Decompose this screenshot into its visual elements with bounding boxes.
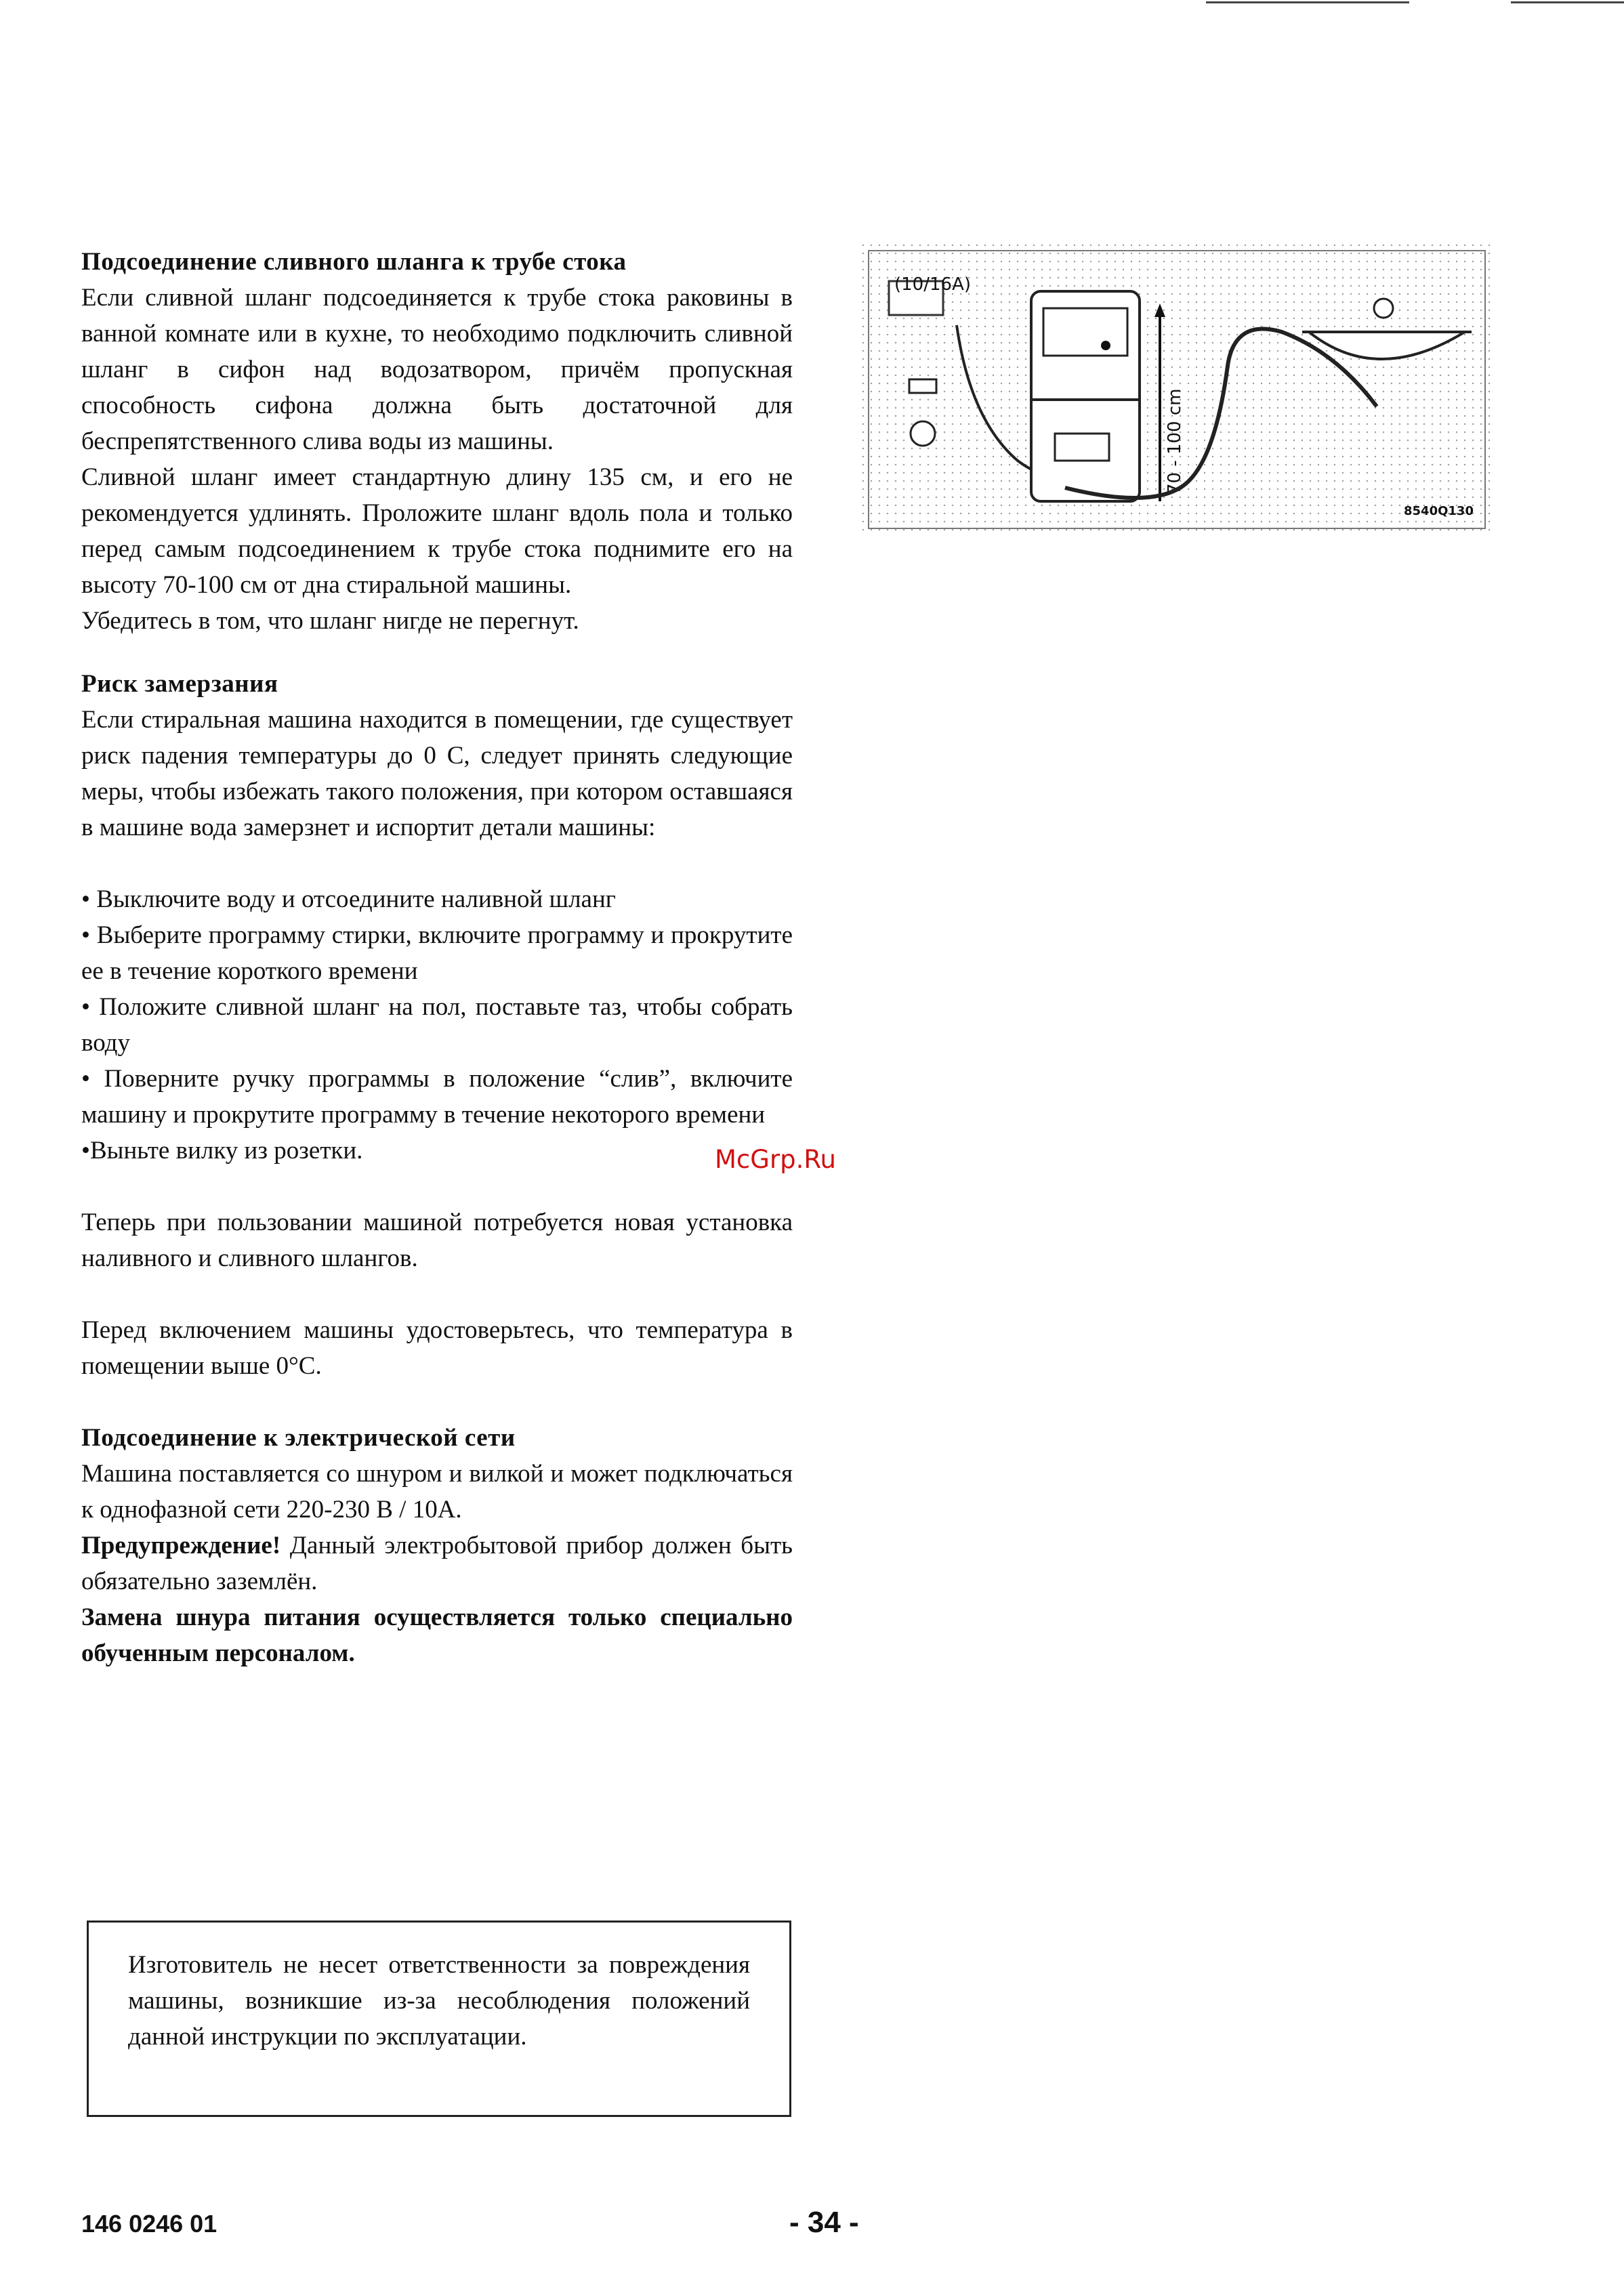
machine-panel: [1043, 308, 1127, 356]
tap-icon: [909, 379, 936, 393]
drain-heading: Подсоединение сливного шланга к трубе стока: [81, 248, 627, 276]
height-label: 70 - 100 cm: [1165, 388, 1185, 495]
page-number: - 34 -: [789, 2206, 859, 2239]
top-rule-long: [1206, 1, 1409, 3]
frost-check-paragraph: Перед включением машины удостоверьтесь, что температура в помещении выше 0°С.: [81, 1316, 793, 1380]
frost-bullet: • Выберите программу стирки, включите программу и прокрутите ее в течение короткого времени: [81, 921, 793, 985]
power-paragraph: Машина поставляется со шнуром и вилкой и может подключаться к однофазной сети 220-230 В / 10А.: [81, 1460, 793, 1524]
frost-bullet: • Поверните ручку программы в положение “слив”, включите машину и прокрутите программу в течение некоторого времени: [81, 1065, 793, 1129]
figure-code: 8540Q130: [1404, 504, 1474, 518]
drain-paragraph-2: Сливной шланг имеет стандартную длину 135 см, и его не рекомендуется удлинять. Проложите шланг вдоль пола и только перед самым подсоединением к трубе стока поднимите его на высоту 70-100 см от дна стиральной машины.: [81, 463, 793, 599]
machine-door: [1055, 434, 1109, 461]
drain-hose-illustration: [862, 244, 1492, 535]
top-rule-short: [1511, 1, 1624, 3]
notice-text: Изготовитель не несет ответственности за повреждения машины, возникшие из-за несоблюдения положений данной инструкции по эксплуатации.: [128, 1951, 750, 2051]
drain-paragraph-3: Убедитесь в том, что шланг нигде не перегнут.: [81, 607, 579, 635]
faucet-icon: [1374, 299, 1393, 318]
power-warning: [81, 1528, 793, 1599]
watermark: McGrp.Ru: [715, 1145, 836, 1174]
text-column-top: [81, 244, 793, 1671]
frost-bullet: • Положите сливной шланг на пол, поставьте таз, чтобы собрать воду: [81, 993, 793, 1057]
notice-box: [87, 1921, 791, 2117]
frost-intro: Если стиральная машина находится в помещении, где существует риск падения температуры до 0 С, следует принять следующие меры, чтобы избежать такого положения, при котором оставшаяся в машине вода замерзнет и испортит детали машины:: [81, 706, 793, 841]
frost-bullet-list: [81, 881, 793, 1169]
frost-bullet: •Выньте вилку из розетки.: [81, 1137, 363, 1165]
document-code: 146 0246 01: [81, 2210, 217, 2238]
machine-knob: [1101, 341, 1110, 350]
warning-label: Предупреждение!: [81, 1532, 281, 1559]
drain-hose-figure: [862, 244, 1492, 535]
frost-heading: Риск замерзания: [81, 670, 278, 698]
fuse-label: (10/16A): [894, 274, 972, 295]
frost-after-paragraph: Теперь при пользовании машиной потребуется новая установка наливного и сливного шлангов.: [81, 1209, 793, 1272]
power-heading: Подсоединение к электрической сети: [81, 1424, 516, 1452]
warning-text: Данный электробытовой прибор должен быть обязательно заземлён.: [81, 1532, 793, 1595]
drain-trap-icon: [911, 421, 935, 446]
frost-bullet: • Выключите воду и отсоедините наливной шланг: [81, 885, 616, 913]
cord-note: Замена шнура питания осуществляется только специально обученным персоналом.: [81, 1603, 793, 1667]
drain-paragraph-1: Если сливной шланг подсоединяется к трубе стока раковины в ванной комнате или в кухне, то необходимо подключить сливной шланг в сифон над водозатвором, причём пропускная способность сифона должна быть достаточной для беспрепятственного слива воды из машины.: [81, 284, 793, 455]
